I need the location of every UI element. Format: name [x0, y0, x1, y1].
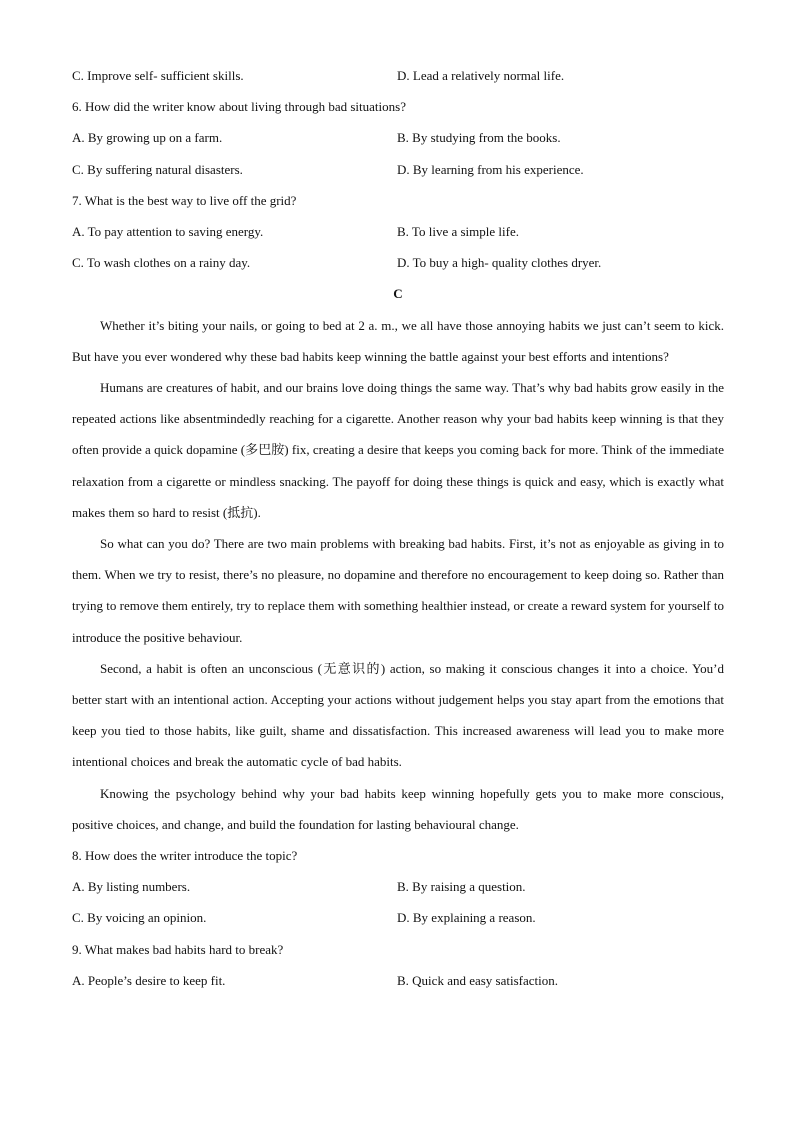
q6-option-c: C. By suffering natural disasters.: [72, 161, 243, 177]
q6-option-b: B. By studying from the books.: [397, 130, 561, 146]
q7-options-cd: [72, 247, 724, 278]
q8-options-cd: [72, 902, 724, 933]
q8-option-a: A. By listing numbers.: [72, 879, 191, 895]
passage-paragraph-2: Humans are creatures of habit, and our brains love doing things the same way. That’s why bad habits grow easily in the repeated actions like absentmindedly reaching for a cigarette. Another reason why your bad habits keep winning is that they often provide a quick dopamine (多巴胺) fix, creating a desire that keeps you coming back for more. Think of the immediate relaxation from a cigarette or mindless snacking. The payoff for doing these things is quick and easy, which is exactly what makes them so hard to resist (抵抗).: [72, 379, 724, 520]
q8-options-ab: [72, 871, 724, 902]
q6-options-cd: [72, 154, 724, 185]
q7-option-b: B. To live a simple life.: [397, 223, 519, 239]
section-label: C: [393, 286, 403, 302]
q7-question: 7. What is the best way to live off the grid?: [72, 192, 297, 208]
q6-option-a: A. By growing up on a farm.: [72, 130, 223, 146]
q7-options-ab: [72, 216, 724, 247]
exam-page: [72, 60, 724, 996]
q6-options-ab: [72, 122, 724, 153]
q8-option-c: C. By voicing an opinion.: [72, 910, 207, 926]
passage-paragraph-5: Knowing the psychology behind why your bad habits keep winning hopefully gets you to make more conscious, positive choices, and change, and build the foundation for lasting behavioural change.: [72, 785, 724, 832]
q8-question: 8. How does the writer introduce the topic?: [72, 847, 298, 863]
passage-paragraph-4: Second, a habit is often an unconscious (无意识的) action, so making it conscious changes it into a choice. You’d better start with an intentional action. Accepting your actions without judgement helps you stay apart from the emotions that keep you tied to those habits, like guilt, shame and dissatisfaction. This increased awareness will lead you to make more intentional choices and break the automatic cycle of bad habits.: [72, 660, 724, 770]
q8-option-b: B. By raising a question.: [397, 879, 526, 895]
q7-option-d: D. To buy a high- quality clothes dryer.: [397, 255, 602, 271]
q7-option-c: C. To wash clothes on a rainy day.: [72, 255, 251, 271]
q9-question: 9. What makes bad habits hard to break?: [72, 941, 284, 957]
q9-option-a: A. People’s desire to keep fit.: [72, 972, 226, 988]
q5-options-cd: [72, 60, 724, 91]
passage-paragraph-1: Whether it’s biting your nails, or going to bed at 2 a. m., we all have those annoying habits we just can’t seem to kick. But have you ever wondered why these bad habits keep winning the battle against your best efforts and intentions?: [72, 317, 724, 364]
q7-option-a: A. To pay attention to saving energy.: [72, 223, 264, 239]
q9-options-ab: [72, 965, 724, 996]
q8-option-d: D. By explaining a reason.: [397, 910, 536, 926]
q9-option-b: B. Quick and easy satisfaction.: [397, 972, 559, 988]
passage-paragraph-3: So what can you do? There are two main problems with breaking bad habits. First, it’s not as enjoyable as giving in to them. When we try to resist, there’s no pleasure, no dopamine and therefore no encouragement to keep doing so. Rather than trying to remove them entirely, try to replace them with something healthier instead, or create a reward system for yourself to introduce the positive behaviour.: [72, 535, 724, 645]
q5-option-c: C. Improve self- sufficient skills.: [72, 68, 244, 83]
q6-question: 6. How did the writer know about living through bad situations?: [72, 99, 406, 115]
q6-option-d: D. By learning from his experience.: [397, 161, 584, 177]
q5-option-d: D. Lead a relatively normal life.: [397, 68, 565, 83]
